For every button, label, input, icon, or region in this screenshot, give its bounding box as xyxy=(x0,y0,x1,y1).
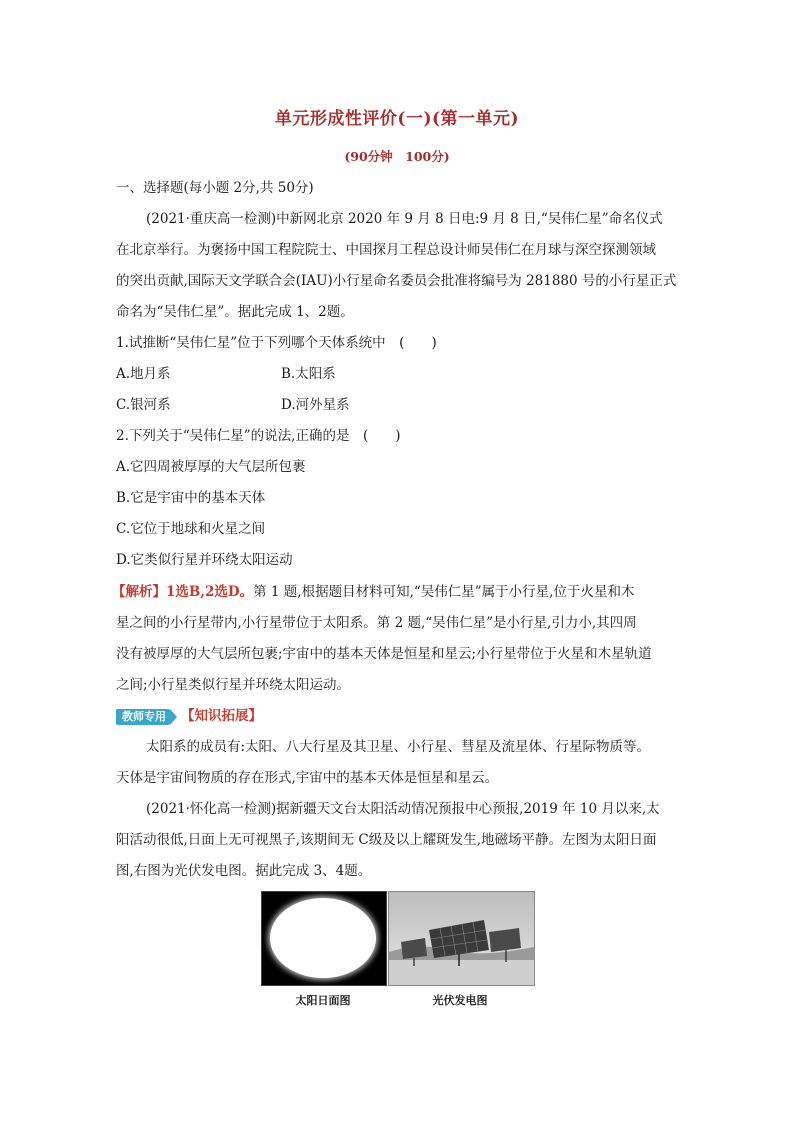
q1-option-d: D.河外星系 xyxy=(281,397,350,413)
q2-option-c: C.它位于地球和火星之间 xyxy=(116,521,266,537)
page-title: 单元形成性评价(一)(第一单元) xyxy=(274,109,520,129)
q1-option-c: C.银河系 xyxy=(116,397,171,413)
passage2-line: (2021·怀化高一检测)据新疆天文台太阳活动情况预报中心预报,2019 年 10 月以来,太 xyxy=(146,801,660,817)
knowledge-expansion-heading: 【知识拓展】 xyxy=(181,708,262,724)
photovoltaic-image xyxy=(388,891,535,986)
analysis-text: 第 1 题,根据题目材料可知,“吴伟仁星”属于小行星,位于火星和木 xyxy=(253,584,635,600)
passage2-line: 阳活动很低,日面上无可视黑子,该期间无 C级及以上耀斑发生,地磁场平静。左图为太阳日面 xyxy=(116,832,657,848)
question-2-stem: 2.下列关于“吴伟仁星”的说法,正确的是 ( ) xyxy=(116,428,401,444)
caption-right: 光伏发电图 xyxy=(432,994,488,1007)
badge-arrow-icon xyxy=(170,709,177,725)
q2-option-b: B.它是宇宙中的基本天体 xyxy=(116,490,266,506)
teacher-only-row xyxy=(116,706,262,726)
sun-disk-image xyxy=(261,891,387,986)
analysis-line: 没有被厚厚的大气层所包裹;宇宙中的基本天体是恒星和星云;小行星带位于火星和木星轨道 xyxy=(116,646,652,662)
teacher-only-badge: 教师专用 xyxy=(116,709,170,725)
q1-option-b: B.太阳系 xyxy=(281,366,336,382)
q2-option-a: A.它四周被厚厚的大气层所包裹 xyxy=(116,459,306,475)
section-heading: 一、选择题(每小题 2分,共 50分) xyxy=(116,180,314,196)
photovoltaic-illustration xyxy=(389,892,534,985)
sun-disk xyxy=(270,898,376,978)
page-subtitle: (90分钟 100分) xyxy=(344,149,450,164)
knowledge-line: 天体是宇宙间物质的存在形式,宇宙中的基本天体是恒星和星云。 xyxy=(116,770,499,786)
analysis-line: 星之间的小行星带内,小行星带位于太阳系。第 2 题,“吴伟仁星”是小行星,引力小,其四周 xyxy=(116,615,637,631)
question-1-stem: 1.试推断“吴伟仁星”位于下列哪个天体系统中 ( ) xyxy=(116,335,437,351)
analysis-label: 【解析】1选B,2选D。 xyxy=(112,584,254,600)
passage1-line: 在北京举行。为褒扬中国工程院院士、中国探月工程总设计师吴伟仁在月球与深空探测领域 xyxy=(116,242,656,258)
passage1-line: (2021·重庆高一检测)中新网北京 2020 年 9 月 8 日电:9 月 8 日,“吴伟仁星”命名仪式 xyxy=(146,211,663,227)
knowledge-line: 太阳系的成员有:太阳、八大行星及其卫星、小行星、彗星及流星体、行星际物质等。 xyxy=(146,739,651,755)
q2-option-d: D.它类似行星并环绕太阳运动 xyxy=(116,552,293,568)
caption-left: 太阳日面图 xyxy=(295,994,351,1007)
passage2-line: 图,右图为光伏发电图。据此完成 3、4题。 xyxy=(116,863,372,879)
q1-option-a: A.地月系 xyxy=(116,366,171,382)
passage1-line: 命名为“吴伟仁星”。据此完成 1、2题。 xyxy=(116,304,354,320)
analysis-line: 之间;小行星类似行星并环绕太阳运动。 xyxy=(116,677,351,693)
passage1-line: 的突出贡献,国际天文学联合会(IAU)小行星命名委员会批准将编号为 281880 号的小行星正式 xyxy=(116,273,677,289)
analysis-line xyxy=(112,582,634,602)
